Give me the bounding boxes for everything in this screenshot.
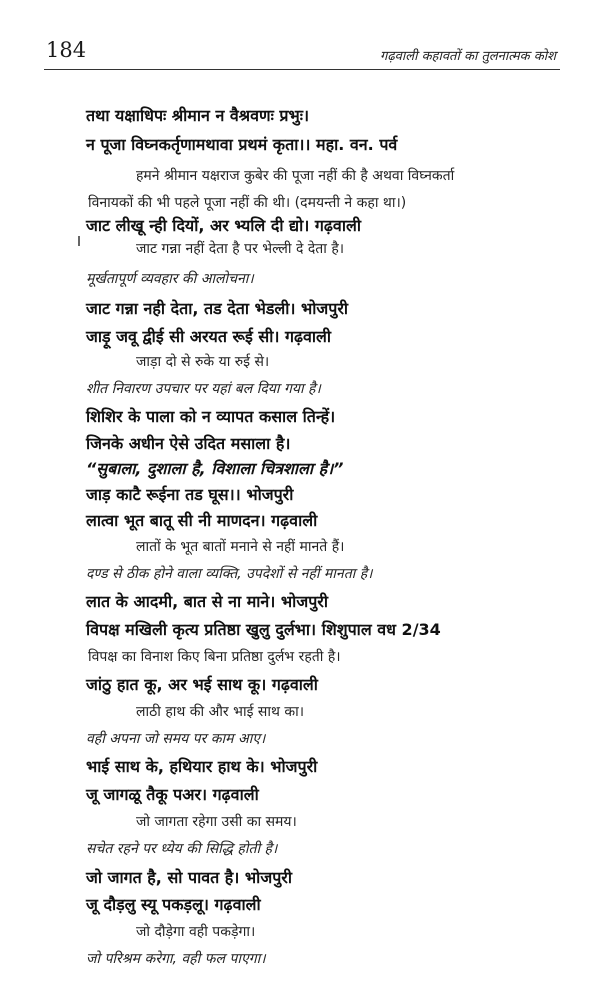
translation-line: लाठी हाथ की और भाई साथ का।: [136, 704, 305, 720]
proverb-line: जू दौड़लु स्यू पकड़लू। गढ़वाली: [86, 895, 261, 914]
translation-line: विपक्ष का विनाश किए बिना प्रतिष्ठा दुर्लभ रहती है।: [88, 649, 341, 665]
verse-line: “सुबाला, दुशाला है, विशाला चित्रशाला है।”: [86, 459, 344, 478]
proverb-line: जू जागळू तैकू पअर। गढ़वाली: [86, 785, 259, 804]
translation-line: लातों के भूत बातों मनाने से नहीं मानते हैं।: [136, 539, 345, 555]
explanation-line: सचेत रहने पर ध्येय की सिद्धि होती है।: [86, 841, 278, 857]
proverb-line: जाट लीखू न्ही दियों, अर भ्यलि दी द्यो। गढ़वाली: [86, 216, 361, 235]
proverb-line: जो जागत है, सो पावत है। भोजपुरी: [86, 868, 292, 887]
translation-line: विनायकों की भी पहले पूजा नहीं की थी। (दमयन्ती ने कहा था।): [88, 195, 407, 211]
verse-line: विपक्ष मखिली कृत्य प्रतिष्ठा खुलु दुर्लभा। शिशुपाल वध 2/34: [86, 620, 441, 639]
running-title: गढ़वाली कहावतों का तुलनात्मक कोश: [380, 49, 556, 64]
explanation-line: मूर्खतापूर्ण व्यवहार की आलोचना।: [86, 271, 254, 287]
proverb-line: लात के आदमी, बात से ना माने। भोजपुरी: [86, 592, 328, 611]
proverb-line: भाई साथ के, हथियार हाथ के। भोजपुरी: [86, 757, 318, 776]
verse-line: शिशिर के पाला को न व्यापत कसाल तिन्हें।: [86, 407, 336, 426]
verse-line: न पूजा विघ्नकर्तृणामथावा प्रथमं कृता।। महा. वन. पर्व: [86, 135, 398, 154]
translation-line: जो दौड़ेगा वही पकड़ेगा।: [136, 924, 256, 940]
translation-line: जाट गन्ना नहीं देता है पर भेल्ली दे देता है।: [136, 241, 345, 257]
explanation-line: दण्ड से ठीक होने वाला व्यक्ति, उपदेशों से नहीं मानता है।: [86, 566, 373, 582]
translation-line: हमने श्रीमान यक्षराज कुबेर की पूजा नहीं की है अथवा विघ्नकर्ता: [136, 168, 455, 184]
translation-line: जो जागता रहेगा उसी का समय।: [136, 814, 297, 830]
proverb-line: जाड़ू जवू द्वीई सी अरयत रूई सी। गढ़वाली: [86, 327, 332, 346]
translation-line: जाड़ा दो से रुके या रुई से।: [136, 354, 270, 370]
explanation-line: वही अपना जो समय पर काम आए।: [86, 731, 266, 747]
proverb-line: जांठु हात कू, अर भई साथ कू। गढ़वाली: [86, 675, 318, 694]
proverb-line: जाट गन्ना नही देता, तड देता भेडली। भोजपुरी: [86, 299, 349, 318]
proverb-line: जाड़ काटै रूईना तड घूस।। भोजपुरी: [86, 485, 294, 504]
page-number: 184: [46, 38, 87, 62]
header-rule: [44, 69, 560, 70]
page-header: [0, 0, 600, 80]
explanation-line: शीत निवारण उपचार पर यहां बल दिया गया है।: [86, 381, 321, 397]
proverb-line: लात्वा भूत बातू सी नी माणदन। गढ़वाली: [86, 511, 318, 530]
verse-line: जिनके अधीन ऐसे उदित मसाला है।: [86, 434, 291, 453]
margin-mark: [78, 236, 80, 246]
verse-line: तथा यक्षाधिपः श्रीमान न वैश्रवणः प्रभुः।: [86, 106, 310, 125]
explanation-line: जो परिश्रम करेगा, वही फल पाएगा।: [86, 951, 266, 967]
